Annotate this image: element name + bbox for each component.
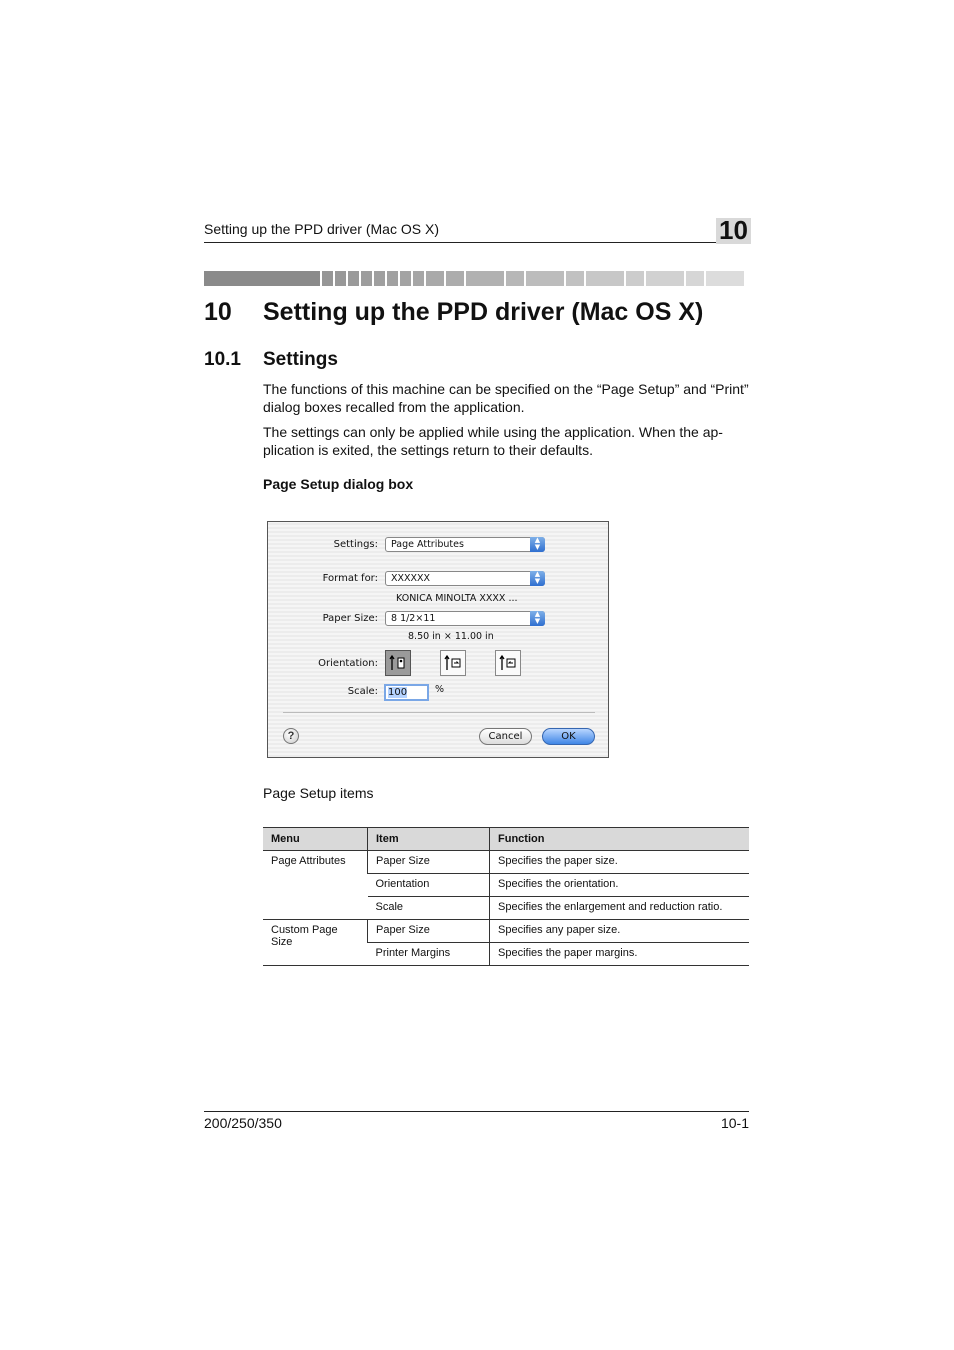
paper-dimensions: 8.50 in × 11.00 in bbox=[408, 631, 494, 642]
popup-arrows-icon: ▲ ▼ bbox=[530, 611, 545, 626]
bar-segment bbox=[646, 271, 684, 286]
column-header: Menu bbox=[263, 828, 368, 851]
running-header: Setting up the PPD driver (Mac OS X) bbox=[204, 221, 439, 237]
orientation-landscape-button[interactable] bbox=[440, 650, 466, 676]
table-row bbox=[263, 920, 749, 943]
bar-segment bbox=[322, 271, 333, 286]
dialog-separator bbox=[283, 712, 595, 713]
item-cell: Paper Size bbox=[368, 920, 490, 943]
orientation-reverse-landscape-button[interactable] bbox=[495, 650, 521, 676]
item-cell: Printer Margins bbox=[368, 943, 490, 966]
scale-unit: % bbox=[435, 684, 445, 695]
popup-arrows-icon: ▲ ▼ bbox=[530, 571, 545, 586]
settings-label: Settings: bbox=[333, 539, 378, 550]
chapter-number: 10 bbox=[204, 298, 232, 326]
bar-segment bbox=[387, 271, 398, 286]
bar-segment bbox=[526, 271, 564, 286]
paper-size-popup-value: 8 1/2×11 bbox=[391, 613, 436, 624]
settings-popup[interactable] bbox=[385, 537, 545, 552]
function-cell: Specifies the paper margins. bbox=[490, 943, 750, 966]
landscape-right-icon bbox=[499, 654, 517, 672]
function-cell: Specifies the enlargement and reduction ratio. bbox=[490, 897, 750, 920]
footer-rule bbox=[204, 1111, 749, 1112]
item-cell: Scale bbox=[368, 897, 490, 920]
paper-size-popup[interactable] bbox=[385, 611, 545, 626]
function-cell: Specifies the paper size. bbox=[490, 851, 750, 874]
menu-cell: Page Attributes bbox=[263, 851, 368, 920]
bar-segment bbox=[626, 271, 644, 286]
header-rule bbox=[204, 242, 749, 243]
settings-paragraph: The settings can only be applied while using the application. When the ap-plication is exited, the settings return to their defaults. bbox=[263, 424, 723, 458]
intro-paragraph: The functions of this machine can be specified on the “Page Setup” and “Print” dialog boxes recalled from the application. bbox=[263, 381, 749, 415]
printer-info: KONICA MINOLTA XXXX ... bbox=[396, 593, 518, 604]
bar-segment bbox=[446, 271, 464, 286]
popup-arrows-icon: ▲ ▼ bbox=[530, 537, 545, 552]
subheading: Page Setup dialog box bbox=[263, 476, 414, 492]
chapter-title: Setting up the PPD driver (Mac OS X) bbox=[263, 298, 704, 326]
bar-segment bbox=[566, 271, 584, 286]
column-header: Function bbox=[490, 828, 750, 851]
orientation-portrait-button[interactable] bbox=[385, 650, 411, 676]
item-cell: Paper Size bbox=[368, 851, 490, 874]
table-caption: Page Setup items bbox=[263, 785, 374, 801]
section-title: Settings bbox=[263, 349, 338, 370]
bar-segment bbox=[204, 271, 320, 286]
column-header: Item bbox=[368, 828, 490, 851]
bar-segment bbox=[586, 271, 624, 286]
ok-button[interactable]: OK bbox=[542, 728, 595, 745]
menu-cell: Custom Page Size bbox=[263, 920, 368, 966]
footer-page-number: 10-1 bbox=[720, 1115, 749, 1131]
bar-segment bbox=[374, 271, 385, 286]
section-number: 10.1 bbox=[204, 349, 241, 370]
format-label: Format for: bbox=[322, 573, 378, 584]
bar-segment bbox=[506, 271, 524, 286]
bar-segment bbox=[335, 271, 346, 286]
bar-segment bbox=[686, 271, 704, 286]
table-header-row bbox=[263, 828, 749, 851]
bar-segment bbox=[400, 271, 411, 286]
bar-segment bbox=[466, 271, 504, 286]
bar-segment bbox=[348, 271, 359, 286]
portrait-icon bbox=[389, 654, 407, 672]
scale-value: 100 bbox=[388, 687, 408, 698]
format-popup-value: XXXXXX bbox=[391, 573, 431, 584]
settings-popup-value: Page Attributes bbox=[391, 539, 464, 550]
cancel-button[interactable]: Cancel bbox=[479, 728, 532, 745]
bar-segment bbox=[413, 271, 424, 286]
landscape-left-icon bbox=[444, 654, 462, 672]
function-cell: Specifies any paper size. bbox=[490, 920, 750, 943]
chapter-badge: 10 bbox=[719, 215, 748, 245]
footer-model: 200/250/350 bbox=[204, 1115, 282, 1131]
scale-label: Scale: bbox=[347, 686, 378, 697]
bar-segment bbox=[426, 271, 444, 286]
table-row bbox=[263, 851, 749, 874]
bar-segment bbox=[361, 271, 372, 286]
bar-segment bbox=[706, 271, 744, 286]
help-icon[interactable]: ? bbox=[283, 728, 299, 744]
format-popup[interactable] bbox=[385, 571, 545, 586]
item-cell: Orientation bbox=[368, 874, 490, 897]
page-setup-items-table bbox=[263, 827, 749, 966]
function-cell: Specifies the orientation. bbox=[490, 874, 750, 897]
page-setup-dialog bbox=[267, 521, 609, 758]
paper-size-label: Paper Size: bbox=[322, 613, 378, 624]
scale-input[interactable] bbox=[384, 684, 429, 701]
chapter-progress-bar bbox=[204, 271, 749, 286]
orientation-label: Orientation: bbox=[318, 658, 378, 669]
